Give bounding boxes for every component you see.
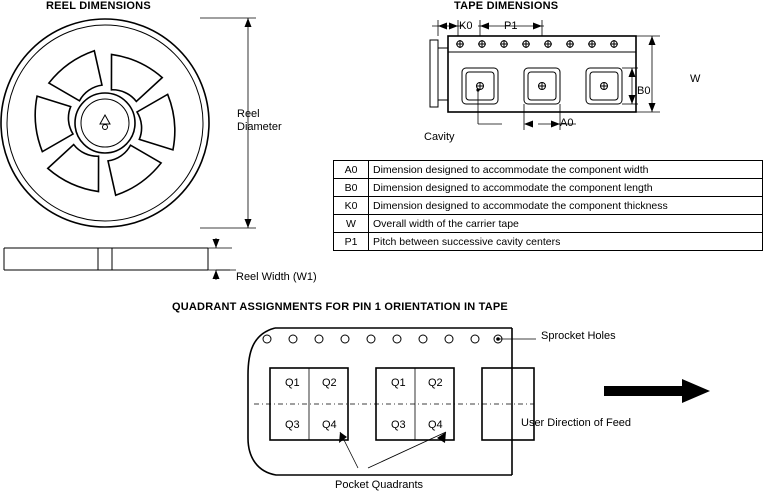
table-cell-key: B0 (334, 179, 369, 197)
pocket-quadrants-label: Pocket Quadrants (335, 479, 424, 491)
table-row (334, 197, 763, 215)
table-cell-desc: Dimension designed to accommodate the component length (369, 179, 763, 197)
tape-w-label: W (690, 73, 701, 85)
pocket-2-q4: Q4 (428, 419, 443, 431)
table-cell-key: W (334, 215, 369, 233)
sprocket-holes-label: Sprocket Holes (541, 330, 616, 342)
feed-direction-arrow-icon (604, 378, 714, 404)
table-cell-desc: Dimension designed to accommodate the component width (369, 161, 763, 179)
table-row (334, 215, 763, 233)
pocket-1-q2: Q2 (322, 377, 337, 389)
tape-k0-label: K0 (459, 20, 473, 32)
table-cell-desc: Overall width of the carrier tape (369, 215, 763, 233)
table-row (334, 161, 763, 179)
pocket-2-q1: Q1 (391, 377, 406, 389)
reel-diameter-label-line1: Reel (237, 108, 260, 120)
pocket-1-q4: Q4 (322, 419, 337, 431)
tape-b0-label: B0 (637, 85, 651, 97)
table-cell-key: P1 (334, 233, 369, 251)
table-body (334, 161, 763, 251)
table-row (334, 179, 763, 197)
reel-diameter-label-line2: Diameter (237, 121, 282, 133)
table-row (334, 233, 763, 251)
tape-dimension-table (333, 160, 763, 251)
tape-dimensions-title: TAPE DIMENSIONS (454, 0, 559, 12)
user-direction-of-feed-label: User Direction of Feed (521, 417, 632, 429)
quadrant-title: QUADRANT ASSIGNMENTS FOR PIN 1 ORIENTATION IN TAPE (172, 301, 508, 313)
pocket-1-q1: Q1 (285, 377, 300, 389)
tape-cavity-label: Cavity (424, 131, 455, 143)
table-cell-desc: Dimension designed to accommodate the component thickness (369, 197, 763, 215)
pocket-1-q3: Q3 (285, 419, 300, 431)
table-cell-key: A0 (334, 161, 369, 179)
reel-drawing (0, 10, 300, 290)
quadrant-tape-drawing (240, 320, 540, 485)
reel-diameter-label (237, 108, 282, 134)
tape-a0-label: A0 (560, 117, 574, 129)
table-cell-key: K0 (334, 197, 369, 215)
reel-dimensions-title: REEL DIMENSIONS (46, 0, 151, 12)
tape-p1-label: P1 (504, 20, 518, 32)
reel-width-label: Reel Width (W1) (236, 271, 317, 283)
pocket-2-q3: Q3 (391, 419, 406, 431)
table-cell-desc: Pitch between successive cavity centers (369, 233, 763, 251)
pocket-2-q2: Q2 (428, 377, 443, 389)
